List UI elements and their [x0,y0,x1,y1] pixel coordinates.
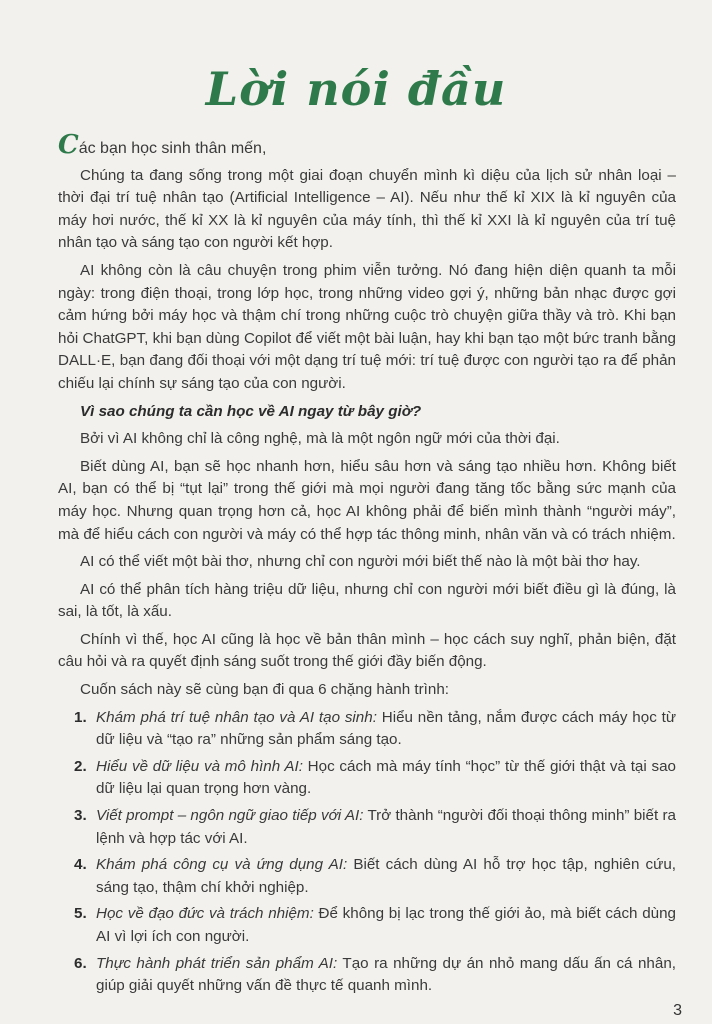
item-number: 3. [74,807,87,825]
item-text: Học cách mà máy tính “học” từ thế giới thật và tại sao dữ liệu lại quan trọng hơn vàng. [96,757,676,798]
item-title: Khám phá trí tuệ nhân tạo và AI tạo sinh: [96,708,377,726]
journey-item [74,756,676,801]
paragraph: Biết dùng AI, bạn sẽ học nhanh hơn, hiểu sâu hơn và sáng tạo nhiều hơn. Không biết AI, bạn có thể bị “tụt lại” trong thế giới mà mọi người đang tăng tốc bằng sức mạnh của máy học. Nhưng quan trọng hơn cả, học AI không phải để biến mình thành “người máy”, mà để hiểu cách con người và máy có thể hợp tác thông minh, nhân văn và có trách nhiệm. [58,457,676,543]
item-title: Thực hành phát triển sản phẩm AI: [96,954,338,972]
page-title: Lời nói đầu [205,62,507,116]
paragraph: AI không còn là câu chuyện trong phim viễn tưởng. Nó đang hiện diện quanh ta mỗi ngày: trong điện thoại, trong lớp học, trong những video gợi ý, những bản nhạc được gợi cảm hứng bởi máy học và thậm chí trong những cuộc trò chuyện giữa thầy và trò. Khi bạn hỏi ChatGPT, khi bạn dùng Copilot để viết một bài luận, hay khi bạn tạo một bức tranh bằng DALL·E, bạn đang đối thoại với một dạng trí tuệ mới: trí tuệ được con người tạo ra để phản chiếu lại chính sự sáng tạo của con người. [58,261,676,392]
greeting-initial: C [58,130,79,160]
item-text: Biết cách dùng AI hỗ trợ học tập, nghiên cứu, sáng tạo, thậm chí khởi nghiệp. [96,856,676,896]
item-title: Học về đạo đức và trách nhiệm: [96,905,314,923]
item-number: 6. [74,954,87,972]
page-number: 3 [673,1002,682,1019]
greeting [58,130,676,161]
journey-list [58,707,676,998]
paragraph: AI có thể phân tích hàng triệu dữ liệu, nhưng chỉ con người mới biết điều gì là đúng, là sai, là tốt, là xấu. [58,580,676,621]
paragraph: Cuốn sách này sẽ cùng bạn đi qua 6 chặng hành trình: [80,681,449,699]
item-number: 1. [74,708,87,726]
item-text: Tạo ra những dự án nhỏ mang dấu ấn cá nhân, giúp giải quyết những vấn đề thực tế quanh mình. [96,954,676,995]
journey-item [74,707,676,752]
journey-item [74,854,676,899]
journey-item [74,903,676,948]
item-title: Viết prompt – ngôn ngữ giao tiếp với AI: [96,807,364,825]
journey-item [74,805,676,850]
item-text: Hiểu nền tảng, nắm được cách máy học từ dữ liệu và “tạo ra” những sản phẩm sáng tạo. [96,708,676,749]
item-number: 5. [74,905,87,923]
item-title: Hiểu về dữ liệu và mô hình AI: [96,757,303,775]
item-title: Khám phá công cụ và ứng dụng AI: [96,856,348,874]
paragraph: Chúng ta đang sống trong một giai đoạn chuyển mình kì diệu của lịch sử nhân loại – thời đại trí tuệ nhân tạo (Artificial Intelligence – AI). Nếu như thế kỉ XIX là kỉ nguyên của máy hơi nước, thế kỉ XX là kỉ nguyên của máy tính, thì thế kỉ XXI là kỉ nguyên của trí tuệ nhân tạo và sáng tạo con người kết hợp. [58,166,676,252]
item-text: Trở thành “người đối thoại thông minh” biết ra lệnh và hợp tác với AI. [96,807,676,847]
greeting-text: ác bạn học sinh thân mến, [78,140,267,157]
journey-item [74,953,676,998]
paragraph: AI có thể viết một bài thơ, nhưng chỉ con người mới biết thế nào là một bài thơ hay. [80,553,641,571]
paragraph: Bởi vì AI không chỉ là công nghệ, mà là một ngôn ngữ mới của thời đại. [80,430,560,448]
item-text: Để không bị lạc trong thế giới ảo, mà biết cách dùng AI vì lợi ích con người. [96,905,676,945]
paragraph: Chính vì thế, học AI cũng là học về bản thân mình – học cách suy nghĩ, phản biện, đặt câu hỏi và ra quyết định sáng suốt trong thế giới đầy biến động. [58,630,676,671]
section-question: Vì sao chúng ta cần học về AI ngay từ bây giờ? [80,402,422,420]
preface-content [58,130,676,1002]
item-number: 2. [74,757,87,775]
item-number: 4. [74,856,87,874]
